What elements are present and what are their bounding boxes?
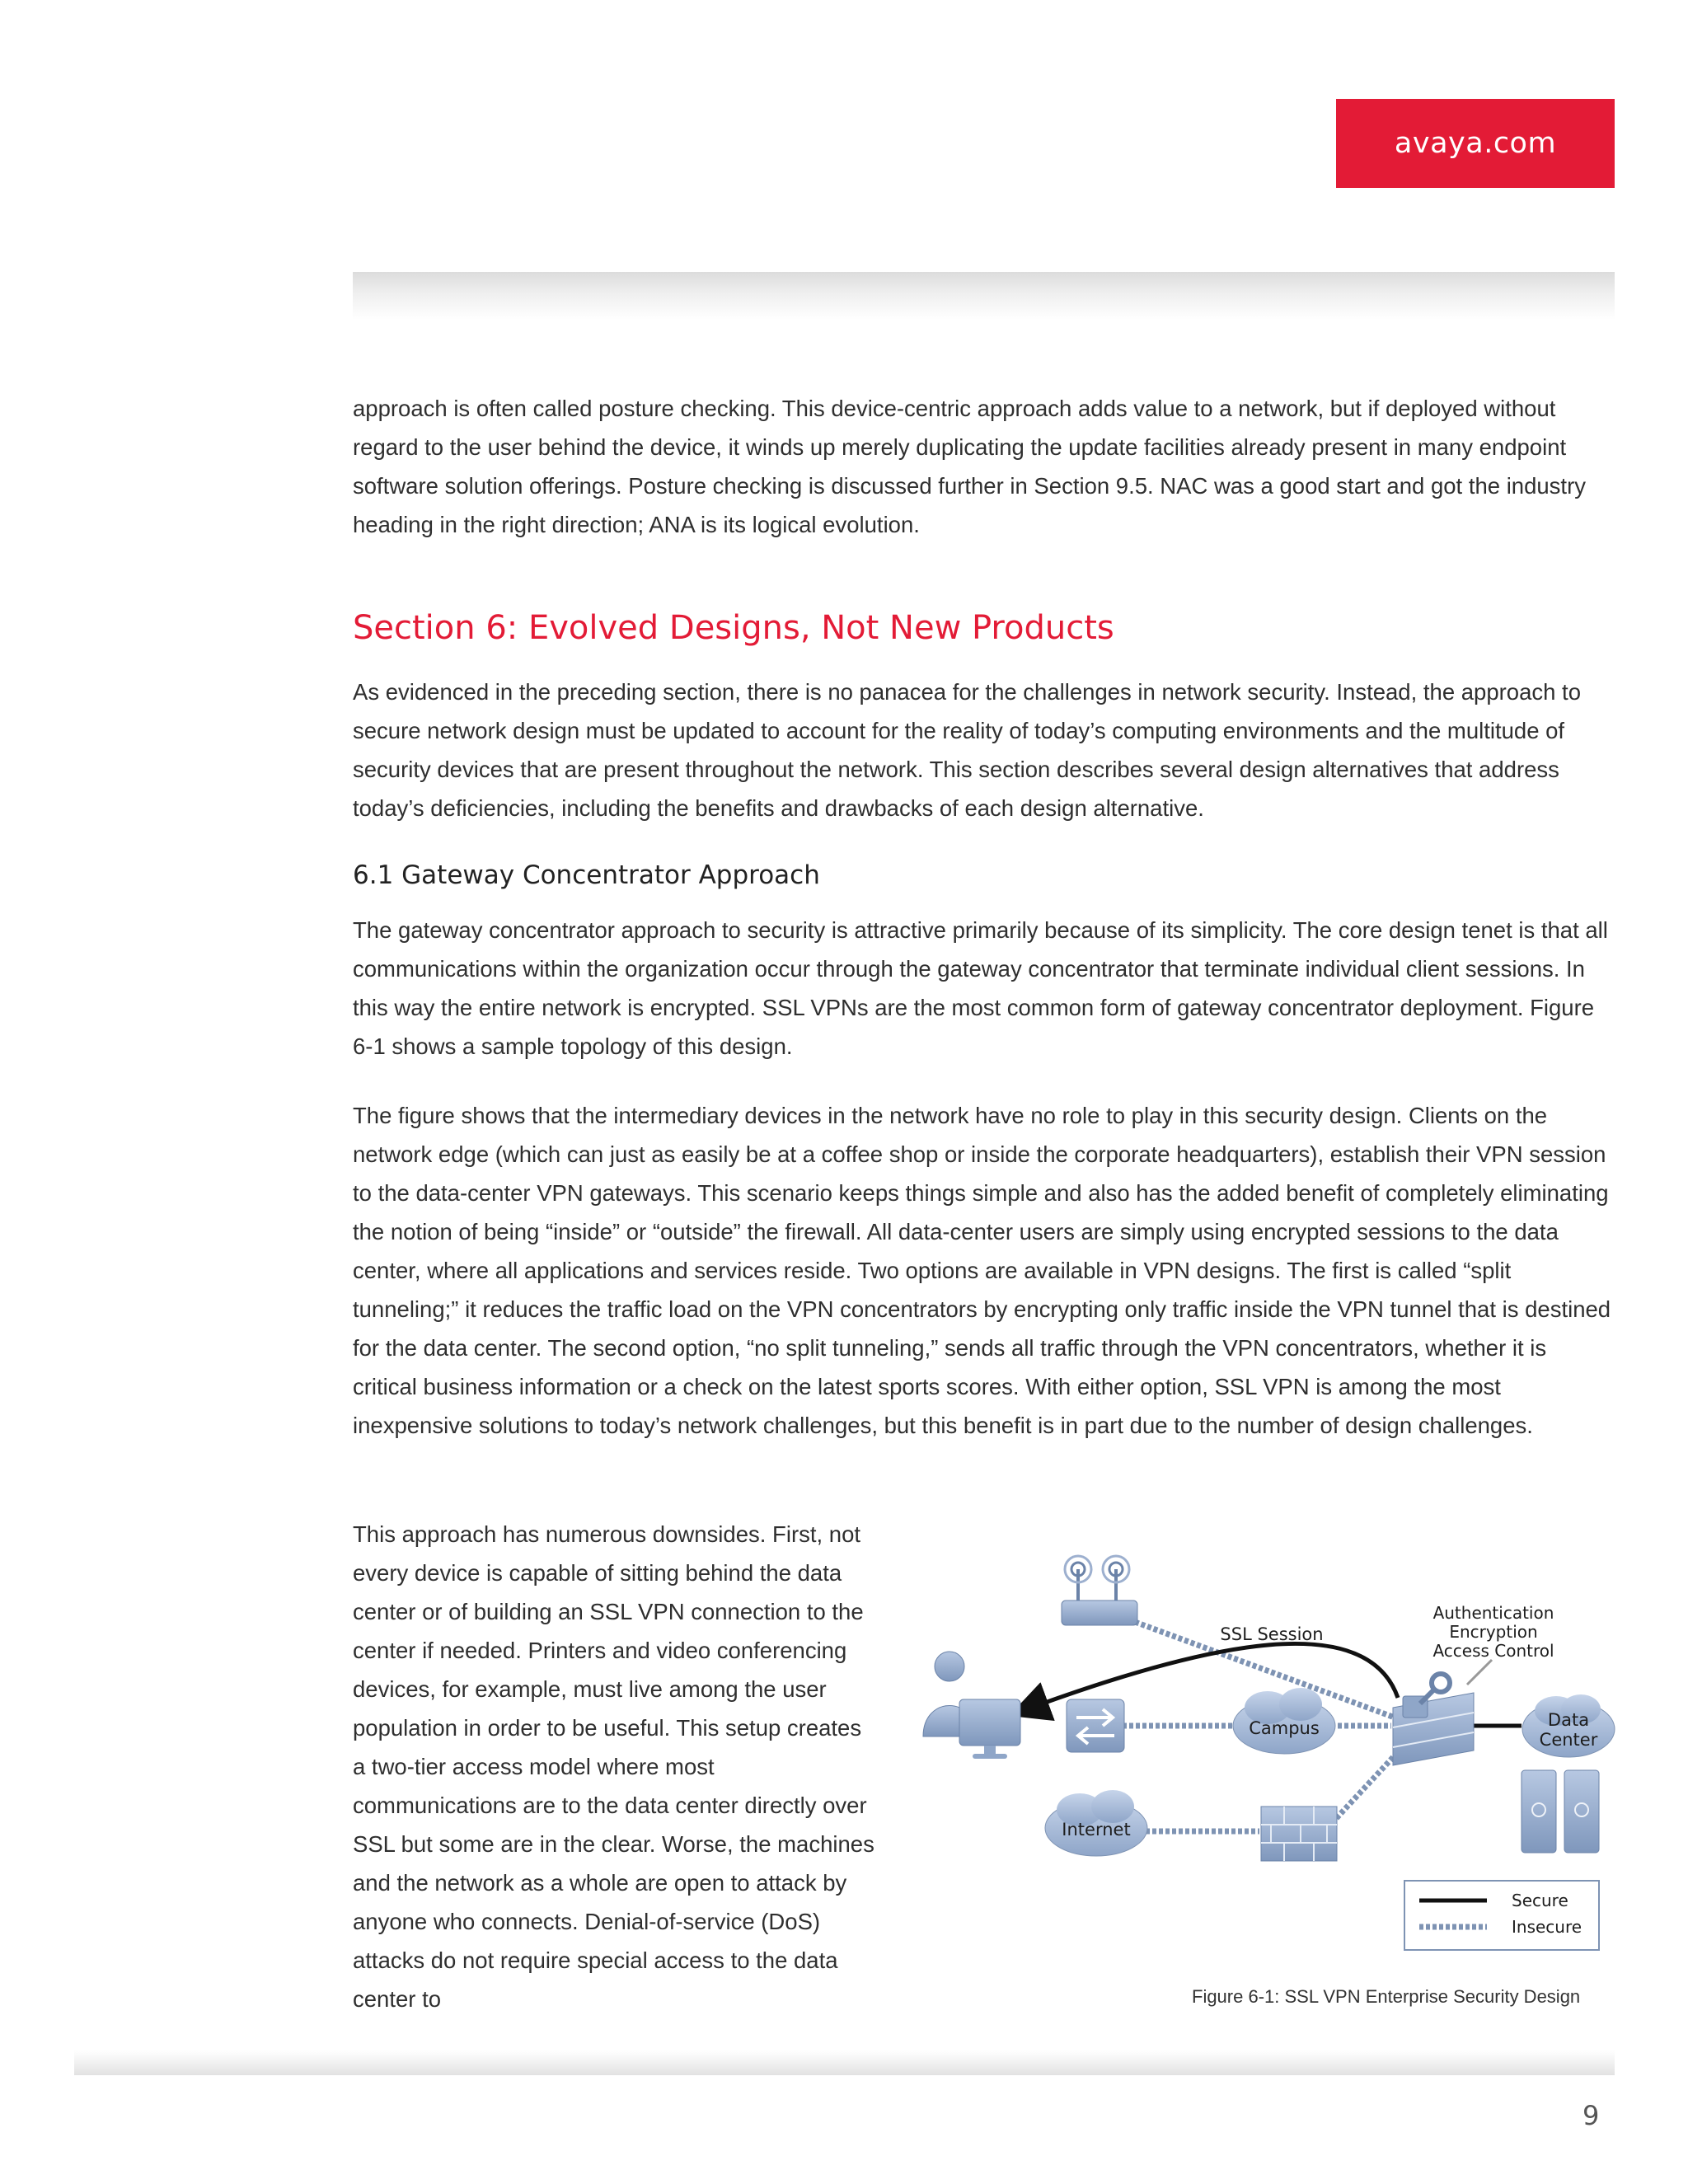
section-heading-block	[353, 607, 1615, 649]
key-icon	[1432, 1674, 1450, 1692]
subsection-paragraph-3: This approach has numerous downsides. First, not every device is capable of sitting behind the data center or of building an SSL VPN connection to the center if needed. Printers and video conferencing devices, for example, must live among the user population in order to be useful. This setup creates a two-tier access model where most communications are to the data center directly over SSL but some are in the clear. Worse, the machines and the network as a whole are open to attack by anyone who connects. Denial-of-service (DoS) attacks do not require special access to the data center to	[353, 1521, 874, 2012]
intro-paragraph-block	[353, 389, 1615, 544]
avaya-brand-tag[interactable]: avaya.com	[1336, 99, 1615, 188]
section-paragraph: As evidenced in the preceding section, there is no panacea for the challenges in network security. Instead, the approach to secure network design must be updated to account for the reality of today’s computing environments and the multitude of security devices that are present throughout the network. This section describes several design alternatives that address today’s deficiencies, including the benefits and drawbacks of each design alternative.	[353, 679, 1581, 821]
edge-firewall-to-gateway-link	[1332, 1754, 1396, 1823]
subsection-title: 6.1 Gateway Concentrator Approach	[353, 860, 820, 890]
server-icon	[1522, 1770, 1556, 1853]
auth-label-line3: Access Control	[1432, 1641, 1554, 1661]
server-icon	[1564, 1770, 1599, 1853]
network-switch-icon	[1067, 1699, 1124, 1752]
section-paragraph-block	[353, 673, 1615, 827]
subsection-paragraph-2: The figure shows that the intermediary devices in the network have no role to play in this security design. Clients on the network edge (which can just as easily be at a coffee shop or inside the corporate headquarters), establish their VPN session to the data-center VPN gateways. This scenario keeps things simple and also has the added benefit of completely eliminating the notion of being “inside” or “outside” the firewall. All data-center users are simply using encrypted sessions to the data center, where all applications and services reside. Two options are available in VPN designs. The first is called “split tunneling;” it reduces the traffic load on the VPN concentrators by encrypting only traffic inside the VPN tunnel that is destined for the data center. The second option, “no split tunneling,” sends all traffic through the VPN concentrators, whether it is critical business information or a check on the latest sports scores. With either option, SSL VPN is among the most inexpensive solutions to today’s network challenges, but this benefit is in part due to the number of design challenges.	[353, 1103, 1611, 1438]
campus-cloud-icon	[1233, 1688, 1335, 1754]
internet-label: Internet	[1062, 1820, 1131, 1840]
edge-firewall-icon	[1261, 1807, 1337, 1861]
internet-cloud-icon	[1045, 1790, 1147, 1856]
wireless-router-icon	[1062, 1556, 1137, 1625]
ssl-session-label: SSL Session	[1220, 1624, 1324, 1644]
server-icons	[1522, 1770, 1599, 1853]
network-diagram	[905, 1535, 1627, 2021]
diagram-legend	[1404, 1881, 1599, 1950]
intro-paragraph: approach is often called posture checking. This device-centric approach adds value to a network, but if deployed without regard to the user behind the device, it winds up merely duplicating the update facilities already present in many endpoint software solution offerings. Posture checking is discussed further in Section 9.5. NAC was a good start and got the industry heading in the right direction; ANA is its logical evolution.	[353, 396, 1586, 537]
page-number: 9	[1582, 2100, 1600, 2131]
figure-caption: Figure 6-1: SSL VPN Enterprise Security Design	[1192, 1986, 1581, 2007]
client-user-icon	[923, 1652, 1020, 1759]
legend-secure-label: Secure	[1512, 1891, 1568, 1910]
subsection-paragraph1-block	[353, 911, 1615, 1066]
data-center-cloud-icon	[1522, 1694, 1615, 1757]
campus-label: Campus	[1249, 1718, 1320, 1738]
subsection-paragraph3-block	[353, 1515, 880, 2018]
header-divider-band	[353, 272, 1615, 320]
data-center-label-line2: Center	[1539, 1730, 1598, 1750]
subsection-paragraph-1: The gateway concentrator approach to security is attractive primarily because of its simplicity. The core design tenet is that all communications within the organization occur through the gateway concentrator that terminate individual client sessions. In this way the entire network is encrypted. SSL VPNs are the most common form of gateway concentrator deployment. Figure 6-1 shows a sample topology of this design.	[353, 917, 1608, 1059]
auth-pointer-line	[1467, 1660, 1492, 1685]
footer-divider-band	[74, 2050, 1615, 2075]
figure-6-1	[905, 1535, 1627, 2021]
subsection-paragraph2-block	[353, 1096, 1615, 1445]
data-center-label-line1: Data	[1547, 1710, 1590, 1730]
vpn-gateway-firewall-icon	[1393, 1674, 1474, 1765]
legend-insecure-label: Insecure	[1512, 1917, 1582, 1937]
auth-label-line2: Encryption	[1449, 1622, 1538, 1642]
auth-label-line1: Authentication	[1432, 1603, 1554, 1623]
section-title: Section 6: Evolved Designs, Not New Products	[353, 609, 1114, 647]
subsection-heading-block	[353, 859, 1615, 892]
